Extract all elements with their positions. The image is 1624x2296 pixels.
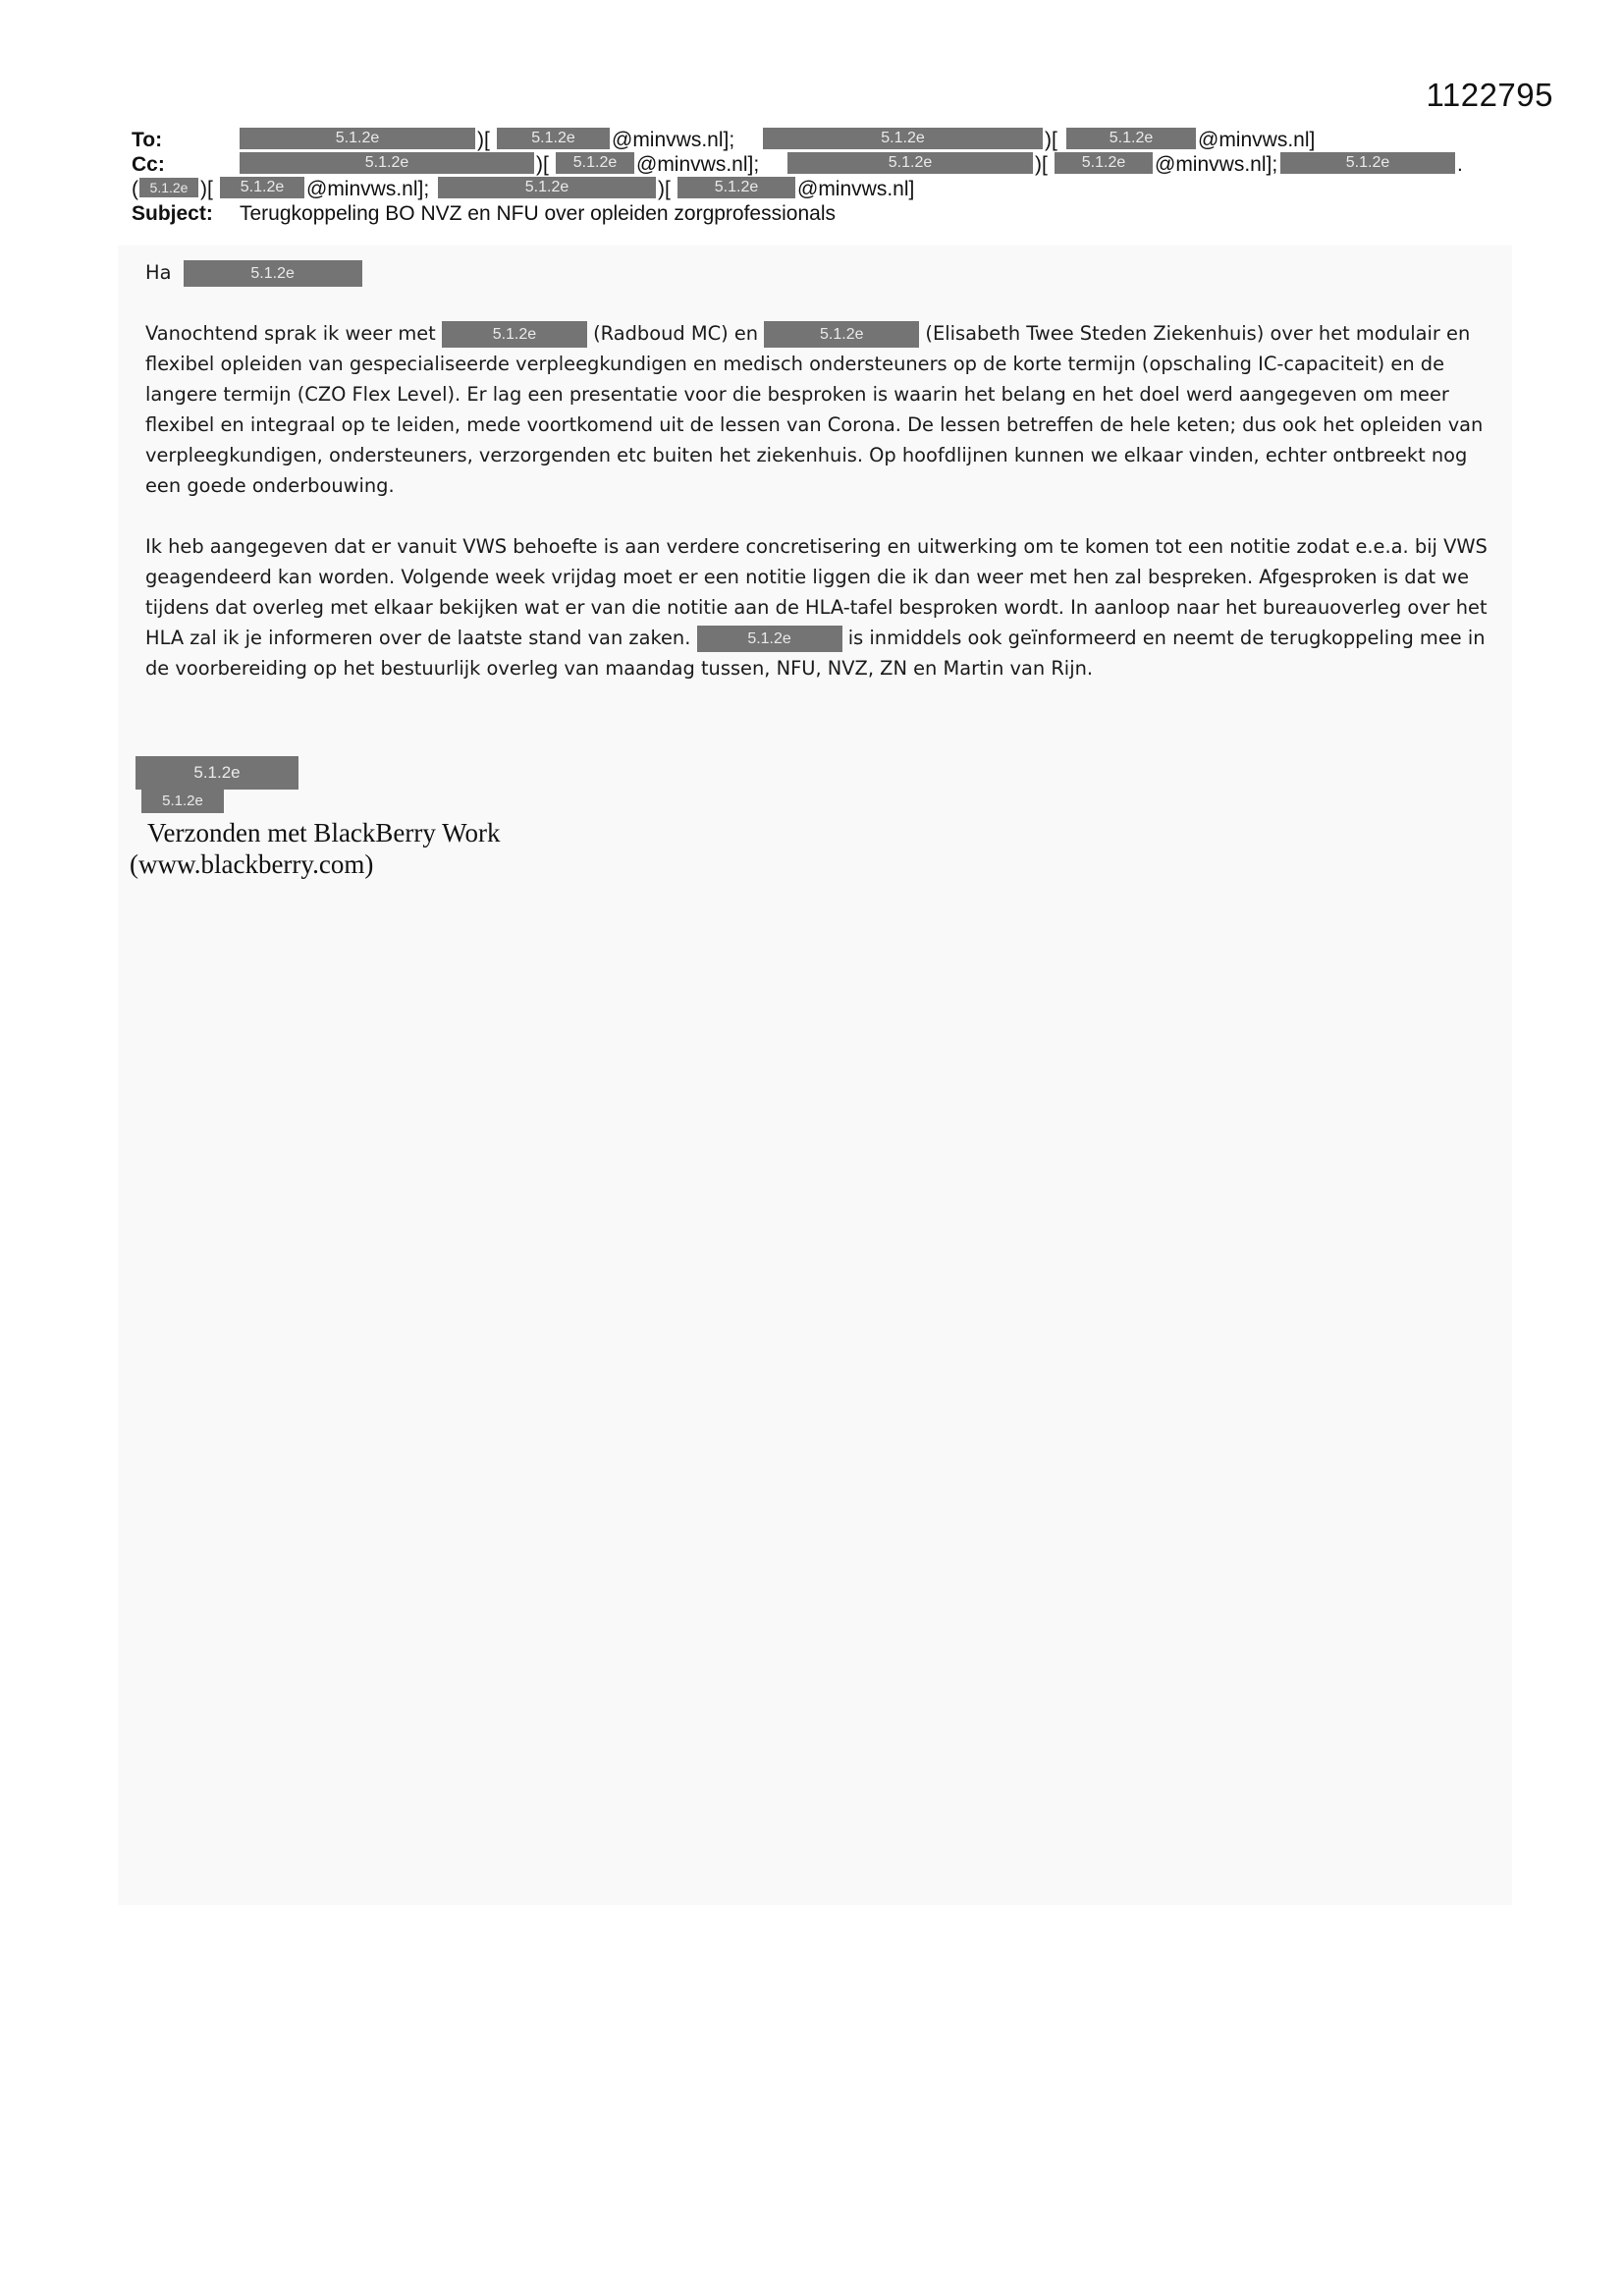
document-number: 1122795: [1426, 77, 1553, 113]
redaction: 5.1.2e: [764, 321, 919, 348]
greeting-line: [145, 257, 1500, 288]
paragraph: [145, 318, 1500, 501]
bracket: )[: [1035, 153, 1048, 176]
subject-line: [132, 201, 1506, 229]
paragraph: [145, 531, 1500, 683]
email-domain: @minvws.nl];: [306, 178, 430, 200]
redaction: 5.1.2e: [442, 321, 587, 348]
email-header: [132, 128, 1506, 229]
redaction: 5.1.2e: [438, 177, 656, 198]
redaction: 5.1.2e: [763, 128, 1043, 149]
redaction: 5.1.2e: [184, 260, 362, 287]
email-domain: @minvws.nl];: [636, 153, 760, 176]
bracket: )[: [200, 178, 213, 200]
redaction: 5.1.2e: [787, 152, 1033, 174]
paragraph-text: Ik heb aangegeven dat er vanuit VWS behoefte is aan verdere concretisering en uitwerking om te komen tot een notitie zodat e.e.a. bij VWS geagendeerd kan worden. Volgende week vrijdag moet er een notitie liggen die ik dan weer met hen zal bespreken. Afgesproken is dat we tijdens dat overleg met elkaar bekijken wat er van die notitie aan de HLA-tafel besproken wordt. In aanloop naar het bureauoverleg over het HLA zal ik je informeren over de laatste stand van zaken.: [145, 535, 1488, 649]
redaction: 5.1.2e: [1055, 152, 1153, 174]
subject-text: Terugkoppeling BO NVZ en NFU over opleiden zorgprofessionals: [240, 202, 836, 225]
paren: (: [132, 178, 138, 200]
punctuation: .: [1457, 153, 1463, 176]
paragraph-text: is inmiddels ook geïnformeerd en neemt de terugkoppeling mee in de voorbereiding op het bestuurlijk overleg van maandag tussen, NFU, NVZ, ZN en Martin van Rijn.: [145, 627, 1486, 680]
email-body: [145, 257, 1500, 714]
greeting: Ha: [145, 261, 172, 284]
paragraph-text: (Elisabeth Twee Steden Ziekenhuis) over het modulair en flexibel opleiden van gespecialiseerde verpleegkundigen en medisch ondersteuners op de korte termijn (opschaling IC-capaciteit) en de langere termijn (CZO Flex Level). Er lag een presentatie voor die besproken is waarin het belang en het doel werd aangegeven om meer flexibel en integraal op te leiden, mede voortkomend uit de lessen van Corona. De lessen betreffen de hele keten; dus ook het opleiden van verpleegkundigen, ondersteuners, verzorgenden etc buiten het ziekenhuis. Op hoofdlijnen kunnen we elkaar vinden, echter ontbreekt nog een goede onderbouwing.: [145, 322, 1484, 497]
bracket: )[: [536, 153, 549, 176]
redaction: 5.1.2e: [240, 152, 534, 174]
bracket: )[: [658, 178, 671, 200]
signature: [135, 756, 298, 813]
cc-label: Cc:: [132, 153, 165, 176]
bracket: )[: [477, 129, 490, 151]
redaction: 5.1.2e: [220, 177, 304, 198]
email-domain: @minvws.nl];: [1155, 153, 1278, 176]
redaction: 5.1.2e: [141, 790, 224, 813]
redaction: 5.1.2e: [139, 178, 198, 197]
redaction: 5.1.2e: [1066, 128, 1196, 149]
subject-label: Subject:: [132, 202, 213, 225]
cc-continuation-line: [132, 177, 1506, 201]
to-label: To:: [132, 129, 163, 151]
blackberry-link: (www.blackberry.com): [130, 849, 374, 879]
redaction: 5.1.2e: [1280, 152, 1455, 174]
email-domain: @minvws.nl];: [612, 129, 735, 151]
redaction: 5.1.2e: [497, 128, 610, 149]
to-line: [132, 128, 1506, 152]
paragraph-text: Vanochtend sprak ik weer met: [145, 322, 436, 345]
redaction: 5.1.2e: [135, 756, 298, 790]
redaction: 5.1.2e: [240, 128, 475, 149]
paragraph-text: (Radboud MC) en: [593, 322, 759, 345]
bracket: )[: [1045, 129, 1057, 151]
redaction: 5.1.2e: [697, 626, 842, 652]
email-domain: @minvws.nl]: [797, 178, 915, 200]
cc-line: [132, 152, 1506, 177]
redaction: 5.1.2e: [677, 177, 795, 198]
redaction: 5.1.2e: [556, 152, 634, 174]
email-domain: @minvws.nl]: [1198, 129, 1316, 151]
sent-with-text: Verzonden met BlackBerry Work: [147, 818, 501, 847]
